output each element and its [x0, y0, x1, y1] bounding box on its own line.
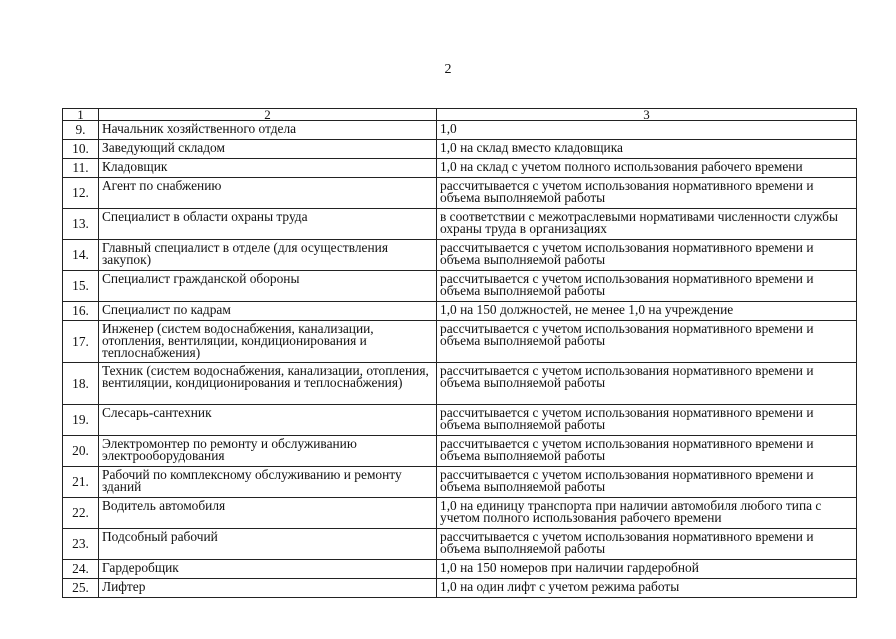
- staffing-norm-cell: 1,0: [437, 121, 857, 140]
- staffing-norm-cell: рассчитывается с учетом использования нормативного времени и объема выполняемой работы: [437, 363, 857, 405]
- row-number-cell: 12.: [63, 178, 99, 209]
- position-name-cell: Заведующий складом: [99, 140, 437, 159]
- row-number-cell: 22.: [63, 498, 99, 529]
- table-row: [63, 467, 857, 498]
- position-name-cell: Специалист по кадрам: [99, 302, 437, 321]
- position-name-cell: Кладовщик: [99, 159, 437, 178]
- row-number-cell: 15.: [63, 271, 99, 302]
- table-row: [63, 498, 857, 529]
- table-row: [63, 405, 857, 436]
- position-name-cell: Гардеробщик: [99, 560, 437, 579]
- row-number-cell: 21.: [63, 467, 99, 498]
- staffing-norm-cell: 1,0 на 150 должностей, не менее 1,0 на учреждение: [437, 302, 857, 321]
- header-cell-2: 2: [99, 109, 437, 121]
- position-name-cell: Лифтер: [99, 579, 437, 598]
- staffing-norm-cell: 1,0 на склад с учетом полного использования рабочего времени: [437, 159, 857, 178]
- staffing-norm-cell: рассчитывается с учетом использования нормативного времени и объема выполняемой работы: [437, 405, 857, 436]
- table-row: [63, 529, 857, 560]
- table-header-row: [63, 109, 857, 121]
- page-number: 2: [444, 62, 452, 77]
- position-name-cell: Водитель автомобиля: [99, 498, 437, 529]
- staffing-norm-cell: рассчитывается с учетом использования нормативного времени и объема выполняемой работы: [437, 529, 857, 560]
- position-name-cell: Специалист гражданской обороны: [99, 271, 437, 302]
- table-row: [63, 209, 857, 240]
- row-number-cell: 25.: [63, 579, 99, 598]
- table-row: [63, 121, 857, 140]
- position-name-cell: Инженер (систем водоснабжения, канализации, отопления, вентиляции, кондиционирования и теплоснабжения): [99, 321, 437, 363]
- staffing-norm-cell: в соответствии с межотраслевыми нормативами численности службы охраны труда в организациях: [437, 209, 857, 240]
- row-number-cell: 9.: [63, 121, 99, 140]
- position-name-cell: Специалист в области охраны труда: [99, 209, 437, 240]
- table-row: [63, 579, 857, 598]
- table-row: [63, 363, 857, 405]
- position-name-cell: Электромонтер по ремонту и обслуживанию электрооборудования: [99, 436, 437, 467]
- row-number-cell: 24.: [63, 560, 99, 579]
- row-number-cell: 20.: [63, 436, 99, 467]
- table-row: [63, 178, 857, 209]
- staffing-norm-cell: 1,0 на склад вместо кладовщика: [437, 140, 857, 159]
- table-row: [63, 436, 857, 467]
- position-name-cell: Техник (систем водоснабжения, канализации, отопления, вентиляции, кондиционирования и теплоснабжения): [99, 363, 437, 405]
- header-cell-1: 1: [63, 109, 99, 121]
- position-name-cell: Рабочий по комплексному обслуживанию и ремонту зданий: [99, 467, 437, 498]
- row-number-cell: 16.: [63, 302, 99, 321]
- staffing-norms-table: [62, 108, 857, 598]
- position-name-cell: Начальник хозяйственного отдела: [99, 121, 437, 140]
- staffing-norm-cell: рассчитывается с учетом использования нормативного времени и объема выполняемой работы: [437, 178, 857, 209]
- row-number-cell: 14.: [63, 240, 99, 271]
- staffing-norm-cell: рассчитывается с учетом использования нормативного времени и объема выполняемой работы: [437, 321, 857, 363]
- staffing-norm-cell: рассчитывается с учетом использования нормативного времени и объема выполняемой работы: [437, 240, 857, 271]
- row-number-cell: 13.: [63, 209, 99, 240]
- position-name-cell: Подсобный рабочий: [99, 529, 437, 560]
- staffing-norm-cell: рассчитывается с учетом использования нормативного времени и объема выполняемой работы: [437, 467, 857, 498]
- row-number-cell: 19.: [63, 405, 99, 436]
- staffing-norm-cell: рассчитывается с учетом использования нормативного времени и объема выполняемой работы: [437, 436, 857, 467]
- table-row: [63, 140, 857, 159]
- table-row: [63, 271, 857, 302]
- position-name-cell: Агент по снабжению: [99, 178, 437, 209]
- header-cell-3: 3: [437, 109, 857, 121]
- staffing-norm-cell: 1,0 на 150 номеров при наличии гардеробной: [437, 560, 857, 579]
- table-row: [63, 240, 857, 271]
- table-row: [63, 321, 857, 363]
- row-number-cell: 11.: [63, 159, 99, 178]
- row-number-cell: 10.: [63, 140, 99, 159]
- table-row: [63, 159, 857, 178]
- row-number-cell: 18.: [63, 363, 99, 405]
- staffing-norm-cell: 1,0 на один лифт с учетом режима работы: [437, 579, 857, 598]
- position-name-cell: Слесарь-сантехник: [99, 405, 437, 436]
- row-number-cell: 23.: [63, 529, 99, 560]
- table-row: [63, 302, 857, 321]
- table-body: [63, 109, 857, 598]
- position-name-cell: Главный специалист в отделе (для осуществления закупок): [99, 240, 437, 271]
- staffing-norm-cell: 1,0 на единицу транспорта при наличии автомобиля любого типа с учетом полного использования рабочего времени: [437, 498, 857, 529]
- staffing-norm-cell: рассчитывается с учетом использования нормативного времени и объема выполняемой работы: [437, 271, 857, 302]
- row-number-cell: 17.: [63, 321, 99, 363]
- table-row: [63, 560, 857, 579]
